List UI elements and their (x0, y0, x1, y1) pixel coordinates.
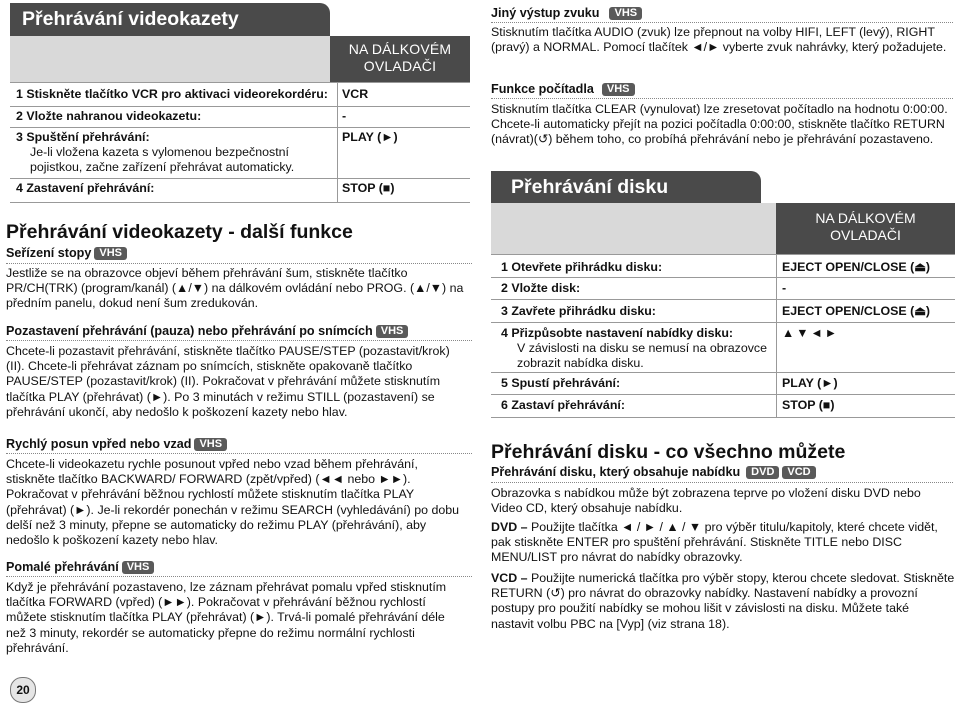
slow-heading (6, 560, 154, 575)
counter-heading (491, 82, 635, 97)
disc-step-6-value: STOP (■) (782, 398, 835, 412)
vhs-badge: VHS (376, 325, 409, 338)
pause-text: Chcete-li pozastavit přehrávání, stiskněte tlačítko PAUSE/STEP (pozastavit/krok) (II). Chcete-li přehrávat záznam po snímcích, stiskněte opakovaně tlačítko PAUSE/STEP (pozastavit/krok) (II). Pokračovat v přehrávání můžete stisknutím tlačítka PLAY (přehrávat) (►). Po 3 minutách v režimu STILL (pozastavení) se přehrávání ukončí, aby nedošlo k poškození kazety nebo hlav. (6, 344, 450, 419)
vhs-badge: VHS (609, 7, 642, 20)
disc-section-header (491, 171, 761, 203)
dvd-badge: DVD (746, 466, 779, 479)
disc-section-title: Přehrávání disku (511, 176, 669, 198)
disc-step-5-label: 5 Spustí přehrávání: (501, 376, 621, 390)
audio-heading (491, 6, 642, 21)
counter-text: Stisknutím tlačítka CLEAR (vynulovat) lze zresetovat počítadlo na hodnotu 0:00:00. Chcete-li automaticky přejít na pozici počítadla 0:00:00, stiskněte tlačítko RETURN (návrat)(↺) během toho, co probíhá přehrávání nebo je přehrávání pozastaveno. (491, 102, 948, 147)
slow-text: Když je přehrávání pozastaveno, lze záznam přehrávat pomalu vpřed stisknutím tlačítka FORWARD (vpřed) (►►). Pokračovat v přehrávání běžnou rychlostí můžete stisknutím tlačítka PLAY (přehrávat) (►). Trvá-li pomalé přehrávání déle než 3 minuty, rekordér se automaticky přepne do režimu normální rychlosti přehrávání. (6, 580, 447, 655)
page-number-text: 20 (16, 683, 30, 697)
vcr-step-2-label: 2 Vložte nahranou videokazetu: (16, 109, 202, 123)
disc-more-title: Přehrávání disku - co všechno můžete (491, 441, 846, 463)
vhs-badge: VHS (602, 83, 635, 96)
vcr-step-4-value: STOP (■) (342, 181, 395, 195)
vcr-step-2-value: - (342, 109, 347, 123)
vcr-section-title: Přehrávání videokazety (22, 8, 239, 30)
pause-heading (6, 324, 476, 339)
vcd-label: VCD – (491, 571, 528, 585)
disc-step-3-label: 3 Zavřete přihrádku disku: (501, 304, 656, 318)
disc-step-4-value: ▲▼◄► (782, 326, 840, 340)
vcr-step-3-label: 3 Spuštění přehrávání: (16, 130, 150, 144)
vcd-text: Použijte numerická tlačítka pro výběr stopy, kterou chcete sledovat. Stiskněte RETURN (↺) pro návrat do obrazovky nabídky. Nastavení nabídky a provozní postupy pro použití nabídky se mohou lišit v závislosti na disku. Můžete také nastavit volbu PBC na [Vyp] (viz strana 18). (491, 571, 955, 631)
disc-step-6-label: 6 Zastaví přehrávání: (501, 398, 625, 412)
vhs-badge: VHS (122, 561, 155, 574)
disc-step-4-label: 4 Přizpůsobte nastavení nabídky disku: (501, 326, 734, 340)
disc-step-2-value: - (782, 281, 787, 295)
vcr-step-1-label: 1 Stiskněte tlačítko VCR pro aktivaci videorekordéru: (16, 87, 328, 101)
vcr-step-4-label: 4 Zastavení přehrávání: (16, 181, 155, 195)
vhs-badge: VHS (194, 438, 227, 451)
counter-title: Funkce počítadla (491, 82, 594, 96)
vcr-remote-header-text: NA DÁLKOVÉM OVLADAČI (348, 41, 452, 74)
vcr-more-title: Přehrávání videokazety - další funkce (6, 221, 353, 243)
disc-step-1-label: 1 Otevřete přihrádku disku: (501, 260, 663, 274)
tracking-title: Seřízení stopy (6, 246, 92, 260)
disc-remote-header (776, 203, 955, 254)
dvd-text: Použijte tlačítka ◄ / ► / ▲ / ▼ pro výběr titulu/kapitoly, které chcete vidět, pak stiskněte ENTER pro spuštění přehrávání. Stiskněte TITLE nebo DISC MENU/LIST pro návrat do nabídky obrazovky. (491, 520, 938, 565)
slow-title: Pomalé přehrávání (6, 560, 119, 574)
disc-step-2-label: 2 Vložte disk: (501, 281, 581, 295)
tracking-text: Jestliže se na obrazovce objeví během přehrávání šum, stiskněte tlačítko PR/CH(TRK) (program/kanál) (▲/▼) na dálkovém ovládání nebo PROG. (▲/▼) na předním panelu, dokud není šum zredukován. (6, 266, 464, 311)
vcr-step-1-value: VCR (342, 87, 369, 101)
disc-remote-header-text: NA DÁLKOVÉM OVLADAČI (815, 210, 916, 243)
ffwd-heading (6, 437, 227, 452)
disc-step-3-value: EJECT OPEN/CLOSE (⏏) (782, 304, 931, 318)
page-number (10, 677, 36, 703)
ffwd-text: Chcete-li videokazetu rychle posunout vpřed nebo vzad během přehrávání, stiskněte tlačítko BACKWARD/ FORWARD (zpět/vpřed) (◄◄ nebo ►►). Pokračovat v přehrávání běžnou rychlostí můžete stisknutím tlačítka PLAY (přehrávat) (►). Je-li rekordér ponechán v režimu SEARCH (vyhledávání) po dobu delší než 3 minuty, přepne se automaticky do režimu PLAY (přehrávání), aby nedošlo k poškození kazety nebo hlav. (6, 457, 460, 548)
vcr-remote-header (330, 36, 470, 82)
vcd-badge: VCD (782, 466, 815, 479)
pause-title: Pozastavení přehrávání (pauza) nebo přehrávání po snímcích (6, 324, 373, 338)
vcr-step-3-note: Je-li vložena kazeta s vylomenou bezpečnostní pojistkou, začne zařízení přehrávat automaticky. (30, 145, 295, 175)
tracking-heading (6, 246, 127, 261)
vcr-step-3-value: PLAY (►) (342, 130, 398, 144)
dvd-paragraph (491, 520, 955, 566)
disc-step-1-value: EJECT OPEN/CLOSE (⏏) (782, 260, 931, 274)
audio-text: Stisknutím tlačítka AUDIO (zvuk) lze přepnout na volby HIFI, LEFT (levý), RIGHT (pravý) a NORMAL. Pomocí tlačítek ◄/► vyberte zvuk nahrávky, který požadujete. (491, 25, 947, 55)
ffwd-title: Rychlý posun vpřed nebo vzad (6, 437, 192, 451)
disc-step-4-note: V závislosti na disku se nemusí na obrazovce zobrazit nabídka disku. (517, 341, 768, 371)
vhs-badge: VHS (94, 247, 127, 260)
vcr-section-header (10, 3, 330, 36)
menu-title: Přehrávání disku, který obsahuje nabídku (491, 465, 741, 479)
vcr-header-left-fill (10, 36, 330, 82)
disc-step-5-value: PLAY (►) (782, 376, 838, 390)
disc-header-left-fill (491, 203, 776, 254)
vcd-paragraph (491, 571, 955, 632)
audio-title: Jiný výstup zvuku (491, 6, 600, 20)
menu-text: Obrazovka s nabídkou může být zobrazena teprve po vložení disku DVD nebo Video CD, který obsahuje nabídku. (491, 486, 921, 516)
menu-heading (491, 465, 816, 480)
dvd-label: DVD – (491, 520, 528, 534)
